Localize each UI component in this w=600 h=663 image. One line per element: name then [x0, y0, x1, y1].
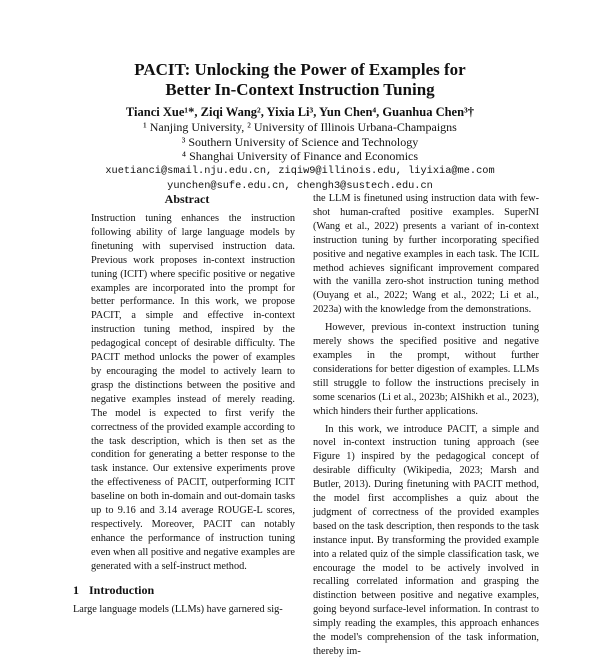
body-paragraph-1: the LLM is finetuned using instruction data with few-shot human-crafted positive examples. SuperNI (Wang et al., 2022) presents a variant of in-context instruction tuning by further incorporating specified positive and negative examples in each task. The ICIL method achieves significant improvement compared with the vanilla zero-shot instruction tuning method (Ouyang et al., 2022; Wang et al., 2022; Li et al., 2023a) with the knowledge from the demonstrations.	[313, 193, 539, 316]
abstract-heading: Abstract	[164, 192, 210, 206]
abstract-text: Instruction tuning enhances the instruction following ability of large language models by finetuning with supervised instruction data. Previous work proposes in-context instruction tuning (ICIT) where specific positive or negative examples are incorporated into the prompt for better performance. In this work, we propose PACIT, a simple and effective in-context instruction tuning method, inspired by the pedagogical concept of desirable difficulty. The PACIT method unlocks the power of examples by encouraging the model to actively learn to grasp the distinctions between the positive and negative examples instead of merely reading. The model is expected to first verify the correctness of the provided example according to the task description, which is then set as the condition for generating a better response to the task instance. Our extensive experiments prove the effectiveness of PACIT, outperforming ICIT baseline on both in-domain and out-domain tasks up to 9.16 and 3.14 average ROUGE-L scores, respectively. Moreover, PACIT can notably enhance the performance of instruction tuning even when all positive and negative examples are generated with a self-instruct method.	[91, 213, 295, 572]
affiliation-1: ¹ Nanjing University, ² University of Illinois Urbana-Champaigns	[143, 120, 457, 134]
affiliation-3: ⁴ Shanghai University of Finance and Economics	[181, 149, 419, 163]
body-paragraph-3: In this work, we introduce PACIT, a simple and novel in-context instruction tuning approach (see Figure 1) inspired by the pedagogical concept of desirable difficulty (Wikipedia, 2023; Marsh and Butler, 2013). During finetuning with PACIT method, the model first accomplishes a quiz about the judgment of correctness of the provided examples based on the task description, then responds to the task instance input. By transforming the provided example into a related quiz of the simple classification task, we encourage the model to be actively involved in recalling correlated information and grasping the distinction between positive and negative examples, going beyond surface-level information. In contrast to simply reading the examples, this approach enhances the model's comprehension of the task information, thereby im-	[313, 423, 539, 657]
emails-line-1: xuetianci@smail.nju.edu.cn, ziqiw9@illinois.edu, liyixia@me.com	[105, 164, 495, 177]
right-column	[313, 192, 539, 663]
introduction-text: Large language models (LLMs) have garnered sig-	[73, 603, 283, 615]
author-list: Tianci Xue¹*, Ziqi Wang², Yixia Li³, Yun Chen⁴, Guanhua Chen³†	[125, 105, 475, 119]
title-line-1: PACIT: Unlocking the Power of Examples for	[134, 60, 466, 79]
paper-title	[0, 60, 600, 100]
affiliation-2: ³ Southern University of Science and Technology	[181, 134, 419, 149]
introduction-heading	[73, 583, 301, 598]
section-title: Introduction	[89, 582, 155, 597]
body-paragraph-2: However, previous in-context instruction tuning merely shows the specified positive and negative examples in the prompt, without further considerations for better digestion of examples. LLMs still struggle to follow the instructions precisely in some scenarios (Li et al., 2023b; AlShikh et al., 2023), which hinders their further applications.	[313, 322, 539, 417]
paper-header	[0, 60, 600, 194]
title-line-2: Better In-Context Instruction Tuning	[165, 80, 435, 99]
section-number: 1	[73, 582, 79, 597]
left-column	[73, 192, 301, 616]
emails-line-2: yunchen@sufe.edu.cn, chengh3@sustech.edu.cn	[167, 179, 433, 192]
